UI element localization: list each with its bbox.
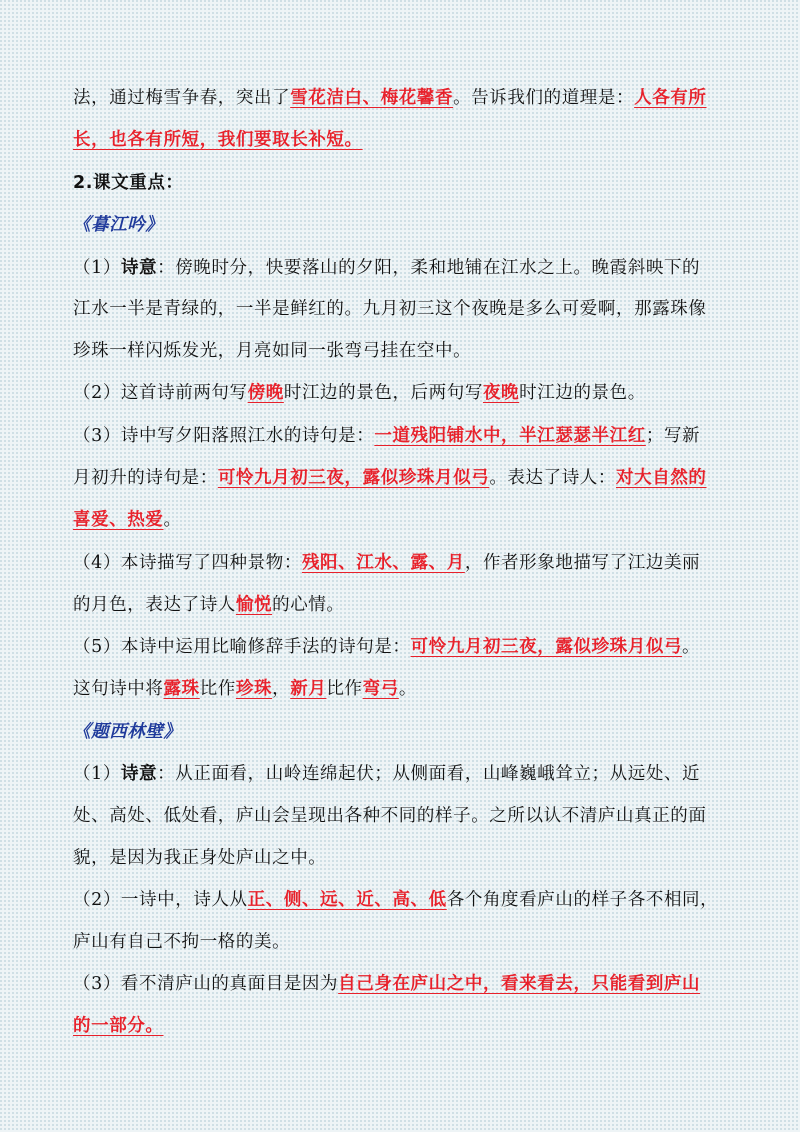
poem-title-tixilinbi: 《题西林壁》 [73, 722, 182, 742]
label-text: 诗意 [120, 258, 158, 278]
poem2-p3-line-2 [73, 1014, 733, 1038]
answer-text: 正、侧、远、近、高、低 [247, 890, 447, 910]
answer-text: 的一部分。 [73, 1016, 164, 1036]
text: 。 [163, 510, 182, 530]
intro-line-1 [73, 86, 733, 110]
text: （3）看不清庐山的真面目是因为 [73, 974, 339, 994]
item-number: （1） [73, 258, 121, 278]
answer-text: 新月 [290, 679, 327, 699]
text: ， [272, 679, 291, 699]
text: （3）诗中写夕阳落照江水的诗句是： [73, 426, 375, 446]
answer-text: 喜爱、热爱 [73, 510, 164, 530]
text: ；写新 [645, 426, 701, 446]
text: 时江边的景色，后两句写 [283, 383, 483, 403]
poem1-p5-line-1 [73, 635, 733, 659]
answer-text: 残阳、江水、露、月 [301, 553, 465, 573]
poem2-p1-line-2: 处、高处、低处看，庐山会呈现出各种不同的样子。之所以认不清庐山真正的面 [73, 806, 707, 826]
answer-text: 珍珠 [235, 679, 273, 699]
answer-text: 可怜九月初三夜，露似珍珠月似弓 [217, 468, 490, 488]
text: 比作 [326, 679, 363, 699]
poem2-p2-line-2: 庐山有自己不拘一格的美。 [73, 932, 291, 952]
label-text: 诗意 [120, 764, 158, 784]
text: ，作者形象地描写了江边美丽 [464, 553, 701, 573]
poem2-p2-line-1 [73, 888, 733, 912]
poem1-p3-line-1 [73, 424, 733, 448]
poem1-p1-line-1 [73, 256, 733, 280]
text: 。 [682, 637, 701, 657]
answer-text: 可怜九月初三夜，露似珍珠月似弓 [410, 637, 683, 657]
item-number: （1） [73, 764, 121, 784]
poem-title-mujiangyin: 《暮江吟》 [73, 215, 164, 235]
text: 各个角度看庐山的样子各不相同， [446, 890, 719, 910]
answer-text: 傍晚 [247, 383, 284, 403]
text: （2）这首诗前两句写 [73, 383, 248, 403]
poem2-p3-line-1 [73, 972, 733, 996]
answer-text: 夜晚 [482, 383, 520, 403]
text: 这句诗中将 [73, 679, 164, 699]
text: 的月色，表达了诗人 [73, 595, 236, 615]
section-heading: 2.课文重点： [73, 173, 184, 193]
poem1-p5-line-2 [73, 677, 733, 701]
answer-text: 人各有所 [634, 88, 707, 108]
poem1-p1-line-2: 江水一半是青绿的，一半是鲜红的。九月初三这个夜晚是多么可爱啊，那露珠像 [73, 299, 707, 319]
text: 法，通过梅雪争春，突出了 [73, 88, 291, 108]
answer-text: 自己身在庐山之中，看来看去，只能看到庐山 [338, 974, 701, 994]
poem2-p1-line-1 [73, 762, 733, 786]
text: 比作 [199, 679, 236, 699]
poem1-p3-line-2 [73, 466, 733, 490]
text: 月初升的诗句是： [73, 468, 218, 488]
poem1-p2 [73, 381, 733, 405]
intro-line-2 [73, 128, 733, 152]
answer-text: 雪花洁白、梅花馨香 [290, 88, 454, 108]
text: ：傍晚时分，快要落山的夕阳，柔和地铺在江水之上。晚霞斜映下的 [157, 258, 701, 278]
answer-text: 长，也各有所短，我们要取长补短。 [73, 130, 363, 150]
text: （2）一诗中，诗人从 [73, 890, 248, 910]
text: （4）本诗描写了四种景物： [73, 553, 302, 573]
poem1-p3-line-3 [73, 508, 733, 532]
text: 。告诉我们的道理是： [453, 88, 635, 108]
poem2-p1-line-3: 貌，是因为我正身处庐山之中。 [73, 848, 327, 868]
poem1-p4-line-2 [73, 593, 733, 617]
answer-text: 对大自然的 [616, 468, 707, 488]
text: （5）本诗中运用比喻修辞手法的诗句是： [73, 637, 411, 657]
text: 。 [398, 679, 417, 699]
answer-text: 一道残阳铺水中，半江瑟瑟半江红 [374, 426, 646, 446]
answer-text: 愉悦 [235, 595, 273, 615]
poem1-p4-line-1 [73, 551, 733, 575]
poem1-p1-line-3: 珍珠一样闪烁发光，月亮如同一张弯弓挂在空中。 [73, 341, 472, 361]
answer-text: 弯弓 [362, 679, 399, 699]
text: 时江边的景色。 [519, 383, 646, 403]
answer-text: 露珠 [163, 679, 200, 699]
text: ：从正面看，山岭连绵起伏；从侧面看，山峰巍峨耸立；从远处、近 [157, 764, 701, 784]
text: 。表达了诗人： [489, 468, 617, 488]
text: 的心情。 [272, 595, 345, 615]
